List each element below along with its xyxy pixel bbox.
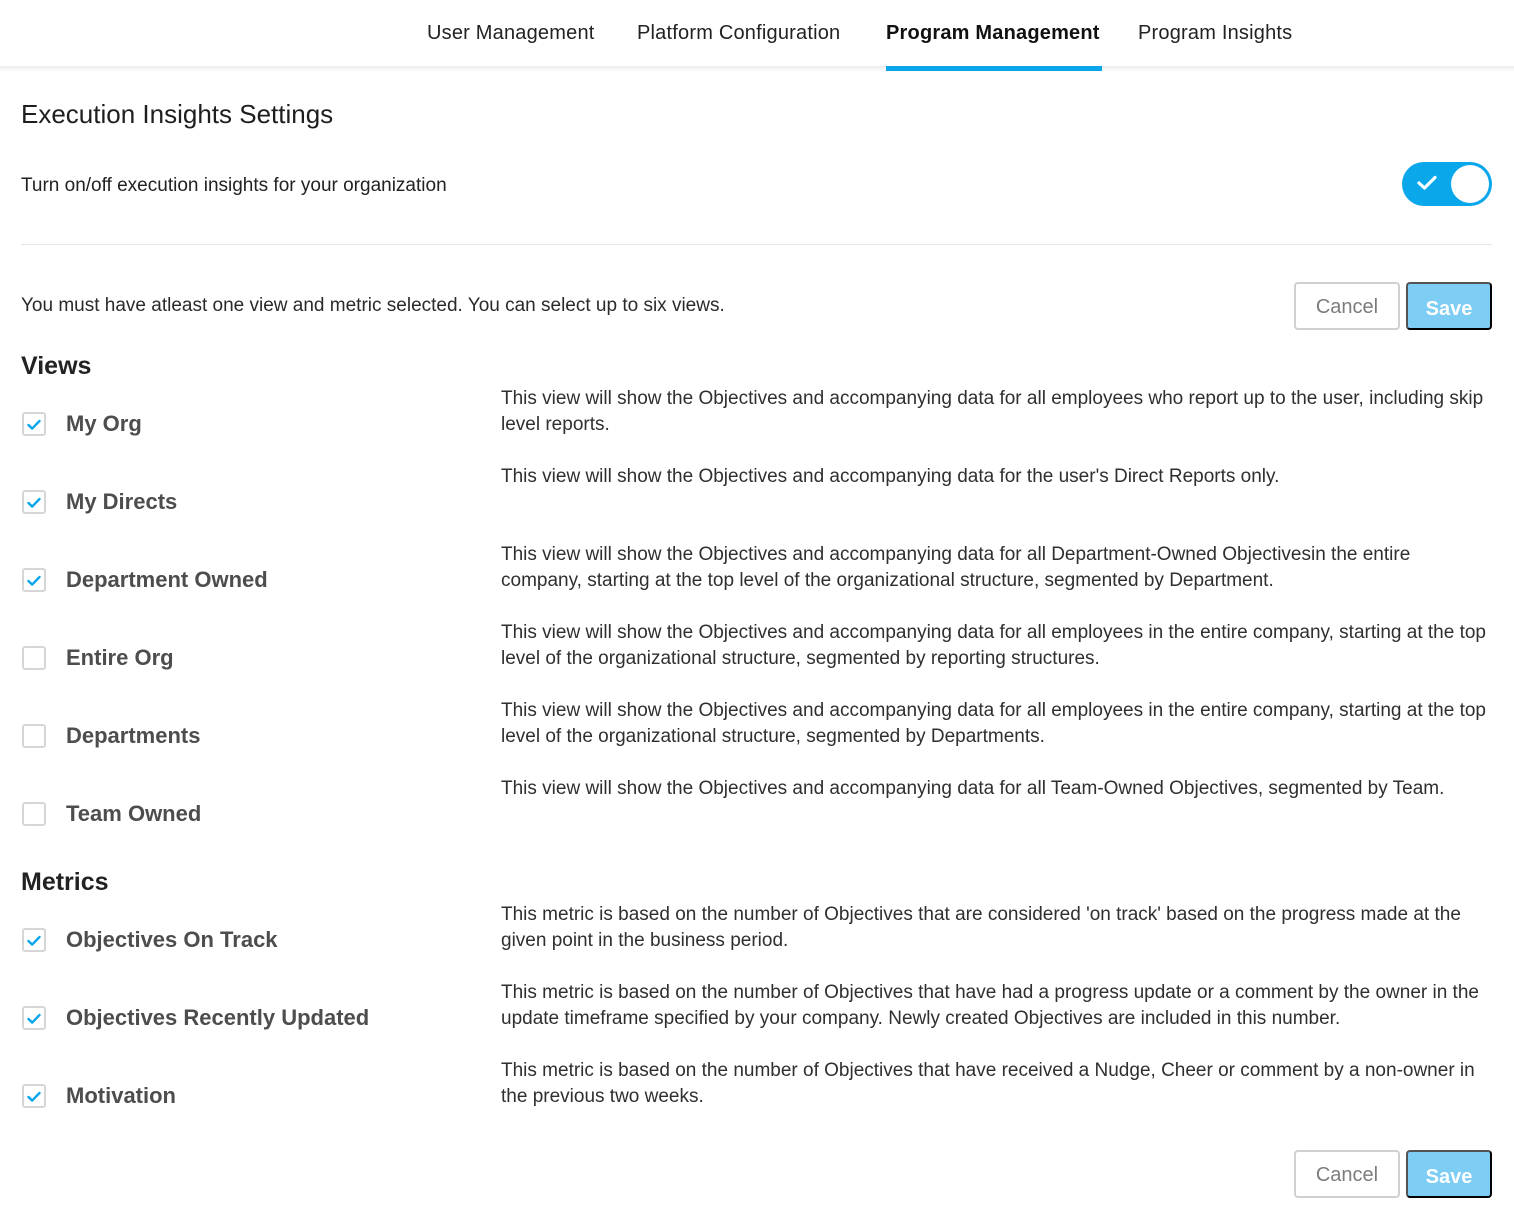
option-row — [0, 622, 1514, 670]
save-button-top[interactable]: Save — [1406, 282, 1492, 330]
check-icon — [27, 1090, 41, 1108]
active-tab-indicator — [886, 66, 1102, 71]
option-label[interactable]: My Org — [66, 411, 142, 436]
option-description: This view will show the Objectives and accompanying data for all Department-Owned Objectivesin the entire company, starting at the top level of the organizational structure, segmented by Department. — [501, 544, 1411, 591]
cancel-button-bottom[interactable]: Cancel — [1294, 1150, 1400, 1198]
toggle-label: Turn on/off execution insights for your organization — [21, 175, 447, 196]
option-label[interactable]: My Directs — [66, 489, 178, 514]
metrics-heading: Metrics — [21, 868, 109, 896]
option-row — [0, 700, 1514, 748]
toggle-knob — [1451, 165, 1489, 203]
option-row — [0, 388, 1514, 436]
option-description: This view will show the Objectives and accompanying data for all employees who report up to the user, including skip level reports. — [501, 388, 1484, 435]
option-row — [0, 904, 1514, 952]
check-icon — [27, 934, 41, 952]
divider — [21, 244, 1492, 245]
cancel-button-top[interactable]: Cancel — [1294, 282, 1400, 330]
option-checkbox[interactable] — [22, 802, 46, 826]
option-label[interactable]: Entire Org — [66, 645, 174, 670]
check-icon — [27, 496, 41, 514]
execution-insights-toggle[interactable] — [1402, 162, 1492, 206]
views-heading: Views — [21, 352, 92, 380]
check-icon — [27, 574, 41, 592]
check-icon — [27, 418, 41, 436]
option-checkbox[interactable] — [22, 724, 46, 748]
top-navigation — [0, 0, 1514, 66]
option-label[interactable]: Team Owned — [66, 801, 202, 826]
option-checkbox[interactable] — [22, 1084, 46, 1108]
option-row — [0, 982, 1514, 1030]
option-description: This view will show the Objectives and accompanying data for all Team-Owned Objectives, segmented by Team. — [501, 778, 1445, 799]
option-description: This view will show the Objectives and accompanying data for all employees in the entire company, starting at the top level of the organizational structure, segmented by reporting structures. — [501, 622, 1486, 669]
option-label[interactable]: Motivation — [66, 1083, 176, 1108]
option-description: This view will show the Objectives and accompanying data for the user's Direct Reports only. — [501, 466, 1280, 487]
option-checkbox[interactable] — [22, 928, 46, 952]
page-title: Execution Insights Settings — [21, 99, 334, 129]
option-checkbox[interactable] — [22, 646, 46, 670]
option-row — [0, 466, 1514, 514]
option-row — [0, 544, 1514, 592]
check-icon — [27, 1012, 41, 1030]
option-description: This metric is based on the number of Objectives that are considered 'on track' based on the progress made at the given point in the business period. — [501, 904, 1461, 951]
option-checkbox[interactable] — [22, 568, 46, 592]
selection-instruction: You must have atleast one view and metric selected. You can select up to six views. — [21, 295, 725, 316]
option-label[interactable]: Objectives On Track — [66, 927, 278, 952]
tab-platform-configuration[interactable]: Platform Configuration — [637, 22, 841, 44]
option-label[interactable]: Objectives Recently Updated — [66, 1005, 370, 1030]
tab-program-management[interactable]: Program Management — [886, 22, 1100, 44]
save-button-bottom[interactable]: Save — [1406, 1150, 1492, 1198]
option-row — [0, 1060, 1514, 1108]
option-checkbox[interactable] — [22, 1006, 46, 1030]
check-icon — [1417, 175, 1437, 196]
tab-program-insights[interactable]: Program Insights — [1138, 22, 1293, 44]
option-label[interactable]: Department Owned — [66, 567, 268, 592]
option-description: This metric is based on the number of Objectives that have received a Nudge, Cheer or comment by a non-owner in the previous two weeks. — [501, 1060, 1475, 1107]
option-checkbox[interactable] — [22, 490, 46, 514]
nav-shadow — [0, 66, 1514, 72]
option-description: This metric is based on the number of Objectives that have had a progress update or a comment by the owner in the update timeframe specified by your company. Newly created Objectives are included in this number. — [501, 982, 1479, 1029]
option-row — [0, 778, 1514, 826]
option-checkbox[interactable] — [22, 412, 46, 436]
option-description: This view will show the Objectives and accompanying data for all employees in the entire company, starting at the top level of the organizational structure, segmented by Departments. — [501, 700, 1486, 747]
option-label[interactable]: Departments — [66, 723, 201, 748]
tab-user-management[interactable]: User Management — [427, 22, 595, 44]
